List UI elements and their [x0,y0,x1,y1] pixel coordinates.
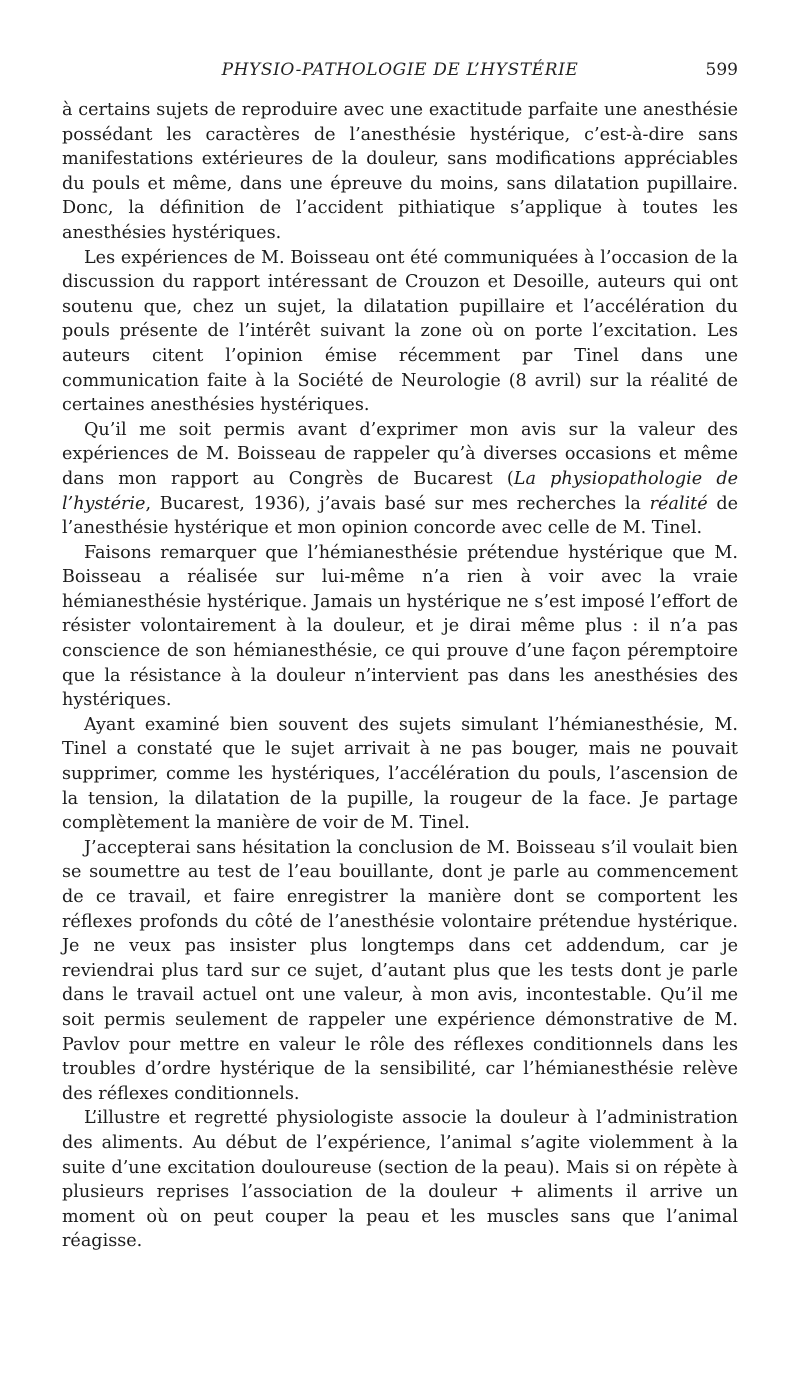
italic-book-title: La physiopathologie de l’hystérie [62,468,738,514]
paragraph: Les expériences de M. Boisseau ont été communiquées à l’occasion de la discussion du rapport intéressant de Crouzon et Desoille, auteurs qui ont soutenu que, chez un sujet, la dilatation pupillaire et l’accélération du pouls présente de l’intérêt suivant la zone où on porte l’excitation. Les auteurs citent l’opinion émise récemment par Tinel dans une communication faite à la Société de Neurologie (8 avril) sur la réalité de certaines anesthésies hystériques. [62,247,738,416]
paragraph-text: , Bucarest, 1936), j’avais basé sur mes recherches la [145,493,650,514]
paragraph: L’illustre et regretté physiologiste associe la douleur à l’administration des aliments. Au début de l’expérience, l’animal s’agite violemment à la suite d’une excitation douloureuse (section de la peau). Mais si on répète à plusieurs reprises l’association de la douleur + aliments il arrive un moment où on peut couper la peau et les muscles sans que l’animal réagisse. [62,1108,738,1252]
italic-word: réalité [649,493,708,514]
body-text [62,98,738,1254]
page-number: 599 [705,60,738,80]
paragraph-text: de l’anesthésie hystérique et mon opinion concorde avec celle de M. Tinel. [62,493,738,539]
running-title: PHYSIO-PATHOLOGIE DE L’HYSTÉRIE [221,60,579,80]
paragraph: à certains sujets de reproduire avec une exactitude parfaite une anesthésie possédant les caractères de l’anesthésie hystérique, c’est-à-dire sans manifestations extérieures de la douleur, sans modifications appréciables du pouls et même, dans une épreuve du moins, sans dilatation pupillaire. Donc, la définition de l’accident pithiatique s’applique à toutes les anesthésies hystériques. [62,100,738,243]
paragraph: Ayant examiné bien souvent des sujets simulant l’hémianesthésie, M. Tinel a constaté que le sujet arrivait à ne pas bouger, mais ne pouvait supprimer, comme les hystériques, l’accélération du pouls, l’ascension de la tension, la dilatation de la pupille, la rougeur de la face. Je partage complètement la manière de voir de M. Tinel. [62,714,738,834]
paragraph-text: Qu’il me soit permis avant d’exprimer mon avis sur la valeur des expériences de M. Boisseau de rappeler qu’à diverses occasions et même dans mon rapport au Congrès de Bucarest ( [62,419,738,489]
paragraph: Faisons remarquer que l’hémianesthésie prétendue hystérique que M. Boisseau a réalisée sur lui-même n’a rien à voir avec la vraie hémianesthésie hystérique. Jamais un hystérique ne s’est imposé l’effort de résister volontairement à la douleur, et je dirai même plus : il n’a pas conscience de son hémianesthésie, ce qui prouve d’une façon péremptoire que la résistance à la douleur n’intervient pas dans les anesthésies des hystériques. [62,542,738,711]
paragraph [62,418,738,541]
paragraph: J’accepterai sans hésitation la conclusion de M. Boisseau s’il voulait bien se soumettre au test de l’eau bouillante, dont je parle au commencement de ce travail, et faire enregistrer la manière dont se comportent les réflexes profonds du côté de l’anesthésie volontaire prétendue hystérique. Je ne veux pas insister plus longtemps dans cet addendum, car je reviendrai plus tard sur ce sujet, d’autant plus que les tests dont je parle dans le travail actuel ont une valeur, à mon avis, incontestable. Qu’il me soit permis seulement de rappeler une expérience démonstrative de M. Pavlov pour mettre en valeur le rôle des réflexes conditionnels dans les troubles d’ordre hystérique de la sensibilité, car l’hémianesthésie relève des réflexes conditionnels. [62,837,738,1104]
running-header [62,60,738,86]
